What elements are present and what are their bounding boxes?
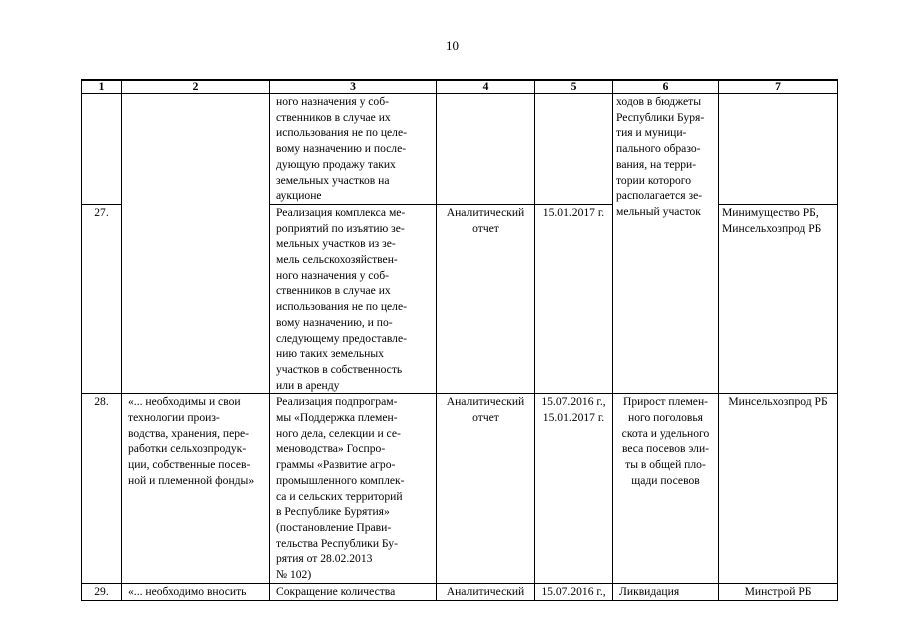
text-line: ходов в бюджеты [616, 95, 701, 108]
form-cell [437, 583, 535, 600]
table-row-28 [82, 394, 838, 583]
text-line: Сокращение количества [276, 584, 396, 598]
text-line: участков в собственность [276, 362, 403, 376]
text-line: са и сельских территорий [276, 489, 403, 503]
text-line: веса посевов эли- [621, 442, 710, 456]
text-line: Минсельхозпрод РБ [728, 395, 828, 409]
text-line: тия и муници- [616, 126, 687, 140]
text-line: нию таких земельных [276, 347, 384, 361]
text-line: Ликвидация [619, 584, 680, 598]
text-line: ственников в случае их [276, 110, 391, 124]
text-line: мельный участок [616, 204, 701, 218]
table-row-continuation [82, 94, 838, 205]
text-line: следующему предоставле- [276, 331, 407, 345]
header-cell: 7 [719, 80, 838, 94]
header-cell: 4 [437, 80, 535, 94]
text-line: Минсельхозпрод РБ [722, 221, 822, 235]
date-cell [535, 204, 613, 393]
text-line: ции, собственные посев- [128, 458, 251, 472]
measures-table [81, 79, 838, 601]
text-line: Аналитический [446, 205, 525, 219]
form-cell [437, 94, 535, 205]
measure-cell [270, 394, 437, 583]
text-line: земельных участков на [276, 173, 390, 187]
text-line: располагается зе- [616, 189, 703, 203]
text-line: рятия от 28.02.2013 [276, 552, 373, 566]
text-line: (постановление Прави- [276, 520, 392, 534]
form-cell [437, 394, 535, 583]
text-line: вому назначению и после- [276, 142, 407, 156]
text-line: тории которого [616, 173, 692, 187]
result-cell [613, 583, 719, 600]
executor-cell [719, 94, 838, 205]
text-line: «... необходимы и свои [128, 395, 241, 409]
form-cell [437, 204, 535, 393]
text-line: 15.01.2017 г. [542, 205, 605, 219]
text-line: в Республике Бурятия» [276, 505, 390, 519]
text-line: 15.07.2016 г., [541, 395, 606, 409]
text-line: отчет [472, 411, 499, 425]
text-line: промышленного комплек- [276, 473, 405, 487]
text-line: использования не по целе- [276, 126, 407, 140]
measure-cell [270, 94, 437, 205]
text-line: пального образо- [616, 142, 701, 156]
header-cell: 2 [122, 80, 270, 94]
text-line: граммы «Развитие агро- [276, 458, 396, 472]
text-line: отчет [472, 221, 499, 235]
table-row-29 [82, 583, 838, 600]
text-line: Минстрой РБ [744, 584, 812, 598]
text-line: мы «Поддержка племен- [276, 411, 398, 425]
text-line: Аналитический [446, 395, 525, 409]
text-line: «... необходимо вносить [128, 584, 247, 598]
text-line: ного назначения у соб- [276, 268, 389, 282]
number-cell: 29. [82, 583, 122, 600]
text-line: вания, на терри- [616, 157, 697, 171]
text-line: тельства Республики Бу- [276, 536, 398, 550]
text-line: щади посевов [631, 473, 700, 487]
text-line: Минимущество РБ, [722, 205, 819, 219]
text-line: или в аренду [276, 378, 340, 392]
executor-cell [719, 394, 838, 583]
text-line: ты в общей пло- [625, 458, 706, 472]
text-line: Аналитический [446, 584, 525, 598]
text-line: Реализация комплекса ме- [276, 205, 406, 219]
text-line: использования не по целе- [276, 300, 407, 314]
page-number: 10 [446, 38, 459, 53]
result-cell [613, 94, 719, 394]
executor-cell [719, 583, 838, 600]
number-cell: 28. [82, 394, 122, 583]
text-line: вому назначению, и по- [276, 315, 393, 329]
quote-cell [122, 94, 270, 394]
text-line: № 102) [276, 568, 312, 582]
text-line: ной и племенной фонды» [128, 473, 255, 487]
header-cell: 3 [270, 80, 437, 94]
text-line: роприятий по изъятию зе- [276, 221, 405, 235]
header-cell: 5 [535, 80, 613, 94]
result-cell [613, 394, 719, 583]
number-cell: 27. [82, 204, 122, 393]
header-cell: 1 [82, 80, 122, 94]
date-cell [535, 583, 613, 600]
text-line: ного назначения у соб- [276, 95, 389, 108]
text-line: технологии произ- [128, 411, 220, 425]
measure-cell [270, 583, 437, 600]
text-line: ственников в случае их [276, 284, 391, 298]
text-line: Реализация подпрограм- [276, 395, 398, 409]
measure-cell [270, 204, 437, 393]
quote-cell [122, 394, 270, 583]
date-cell [535, 94, 613, 205]
date-cell [535, 394, 613, 583]
text-line: 15.01.2017 г. [542, 411, 605, 425]
text-line: ного поголовья [628, 411, 703, 425]
header-cell: 6 [613, 80, 719, 94]
text-line: мель сельскохозяйствен- [276, 253, 398, 267]
text-line: водства, хранения, пере- [128, 426, 250, 440]
quote-cell [122, 583, 270, 600]
text-line: дующую продажу таких [276, 157, 396, 171]
header-row [82, 80, 838, 94]
text-line: работки сельхозпродук- [128, 442, 247, 456]
text-line: 15.07.2016 г., [541, 584, 606, 598]
text-line: аукционе [276, 189, 322, 203]
text-line: скота и удельного [621, 426, 710, 440]
number-cell [82, 94, 122, 205]
text-line: мельных участков из зе- [276, 237, 396, 251]
text-line: Прирост племен- [622, 395, 709, 409]
text-line: меноводства» Госпро- [276, 442, 386, 456]
text-line: Республики Буря- [616, 110, 705, 124]
executor-cell [719, 204, 838, 393]
text-line: ного дела, селекции и се- [276, 426, 401, 440]
